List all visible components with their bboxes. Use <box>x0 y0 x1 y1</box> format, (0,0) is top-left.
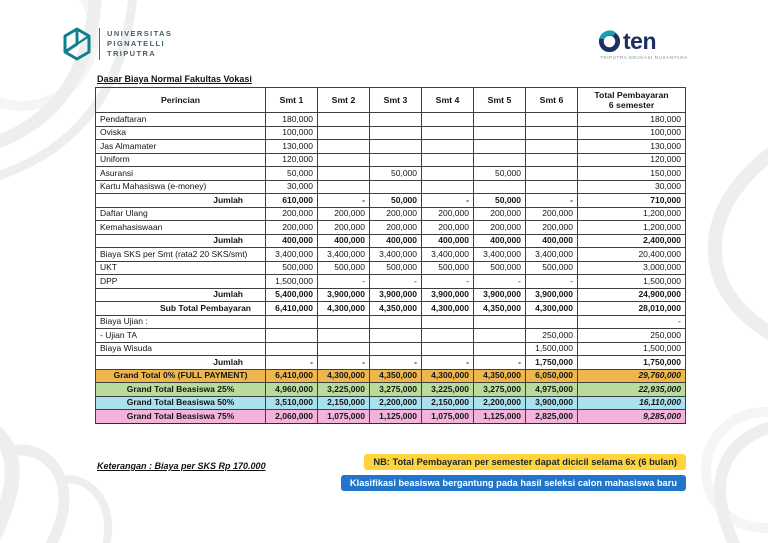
cell-smt6: 250,000 <box>526 329 578 343</box>
table-row <box>96 153 686 167</box>
cell-smt6: 400,000 <box>526 234 578 248</box>
cell-smt1: 500,000 <box>266 261 318 275</box>
row-label: Grand Total Beasiswa 25% <box>96 383 266 397</box>
cell-smt3: 200,000 <box>370 221 422 235</box>
table-row <box>96 207 686 221</box>
university-name-line2: PIGNATELLI <box>107 38 166 48</box>
row-label: Pendaftaran <box>96 113 266 127</box>
cell-smt2: 3,400,000 <box>318 248 370 262</box>
table-row <box>96 396 686 410</box>
cell-smt6 <box>526 315 578 329</box>
cell-total: 1,200,000 <box>578 221 686 235</box>
cell-smt3: 200,000 <box>370 207 422 221</box>
cell-smt3: 4,350,000 <box>370 369 422 383</box>
cell-smt5 <box>474 180 526 194</box>
cell-smt6: 500,000 <box>526 261 578 275</box>
row-label: Grand Total Beasiswa 50% <box>96 396 266 410</box>
university-logo <box>62 27 172 61</box>
cell-smt3: 50,000 <box>370 167 422 181</box>
cell-smt1: 200,000 <box>266 221 318 235</box>
row-label: Oviska <box>96 126 266 140</box>
cell-smt2: - <box>318 194 370 208</box>
cell-smt6: 3,400,000 <box>526 248 578 262</box>
cell-smt2: 200,000 <box>318 207 370 221</box>
table-row <box>96 113 686 127</box>
cell-total: 28,010,000 <box>578 302 686 316</box>
cell-smt6: 4,300,000 <box>526 302 578 316</box>
table-row <box>96 410 686 424</box>
row-label: Jas Almamater <box>96 140 266 154</box>
ten-subtext: TRIPUTRA EDUKASI NUSANTARA <box>600 55 688 60</box>
cell-smt4: 2,150,000 <box>422 396 474 410</box>
cell-total: 29,760,000 <box>578 369 686 383</box>
table-row <box>96 315 686 329</box>
cell-smt4: 400,000 <box>422 234 474 248</box>
table-row <box>96 275 686 289</box>
cell-smt6 <box>526 126 578 140</box>
cell-smt6: 6,050,000 <box>526 369 578 383</box>
cell-smt2: 3,225,000 <box>318 383 370 397</box>
cell-smt1: 610,000 <box>266 194 318 208</box>
cell-smt5: 3,400,000 <box>474 248 526 262</box>
cell-smt1: 1,500,000 <box>266 275 318 289</box>
cell-total: 2,400,000 <box>578 234 686 248</box>
cell-smt2: - <box>318 275 370 289</box>
table-row <box>96 234 686 248</box>
cell-smt4 <box>422 140 474 154</box>
cell-smt4: 200,000 <box>422 207 474 221</box>
cell-smt2: 4,300,000 <box>318 369 370 383</box>
table-row <box>96 329 686 343</box>
table-row <box>96 167 686 181</box>
cell-total: 710,000 <box>578 194 686 208</box>
col-header-total: Total Pembayaran 6 semester <box>578 88 686 113</box>
row-label: Jumlah <box>96 234 266 248</box>
cell-smt3: 400,000 <box>370 234 422 248</box>
cell-smt1: 3,400,000 <box>266 248 318 262</box>
row-label: Grand Total Beasiswa 75% <box>96 410 266 424</box>
cell-smt3: - <box>370 356 422 370</box>
scholarship-note: Klasifikasi beasiswa bergantung pada hasil seleksi calon mahasiswa baru <box>341 475 686 491</box>
cell-smt5: 500,000 <box>474 261 526 275</box>
row-label: Jumlah <box>96 356 266 370</box>
col-header-smt1: Smt 1 <box>266 88 318 113</box>
fee-table-wrap <box>95 87 686 424</box>
col-header-smt2: Smt 2 <box>318 88 370 113</box>
cell-smt3: 1,125,000 <box>370 410 422 424</box>
cell-smt4 <box>422 315 474 329</box>
table-row <box>96 261 686 275</box>
cell-smt3 <box>370 342 422 356</box>
row-label: Biaya Ujian : <box>96 315 266 329</box>
col-header-smt6: Smt 6 <box>526 88 578 113</box>
cell-total: 3,000,000 <box>578 261 686 275</box>
nb-note: NB: Total Pembayaran per semester dapat dicicil selama 6x (6 bulan) <box>364 454 686 470</box>
cell-smt1: 4,960,000 <box>266 383 318 397</box>
cell-smt5: 3,275,000 <box>474 383 526 397</box>
table-row <box>96 194 686 208</box>
cell-smt4: - <box>422 356 474 370</box>
cell-smt5 <box>474 153 526 167</box>
row-label: Biaya Wisuda <box>96 342 266 356</box>
col-header-smt5: Smt 5 <box>474 88 526 113</box>
fee-table-header <box>96 88 686 113</box>
cell-smt1: 50,000 <box>266 167 318 181</box>
university-mark-icon <box>62 27 92 61</box>
row-label: Grand Total 0% (FULL PAYMENT) <box>96 369 266 383</box>
cell-total: 9,285,000 <box>578 410 686 424</box>
cell-smt3: 3,400,000 <box>370 248 422 262</box>
table-row <box>96 369 686 383</box>
cell-smt5: 3,900,000 <box>474 288 526 302</box>
cell-smt5: 1,125,000 <box>474 410 526 424</box>
cell-smt6: 4,975,000 <box>526 383 578 397</box>
cell-smt1 <box>266 329 318 343</box>
cell-total: 30,000 <box>578 180 686 194</box>
cell-smt4 <box>422 342 474 356</box>
cell-smt6: 200,000 <box>526 207 578 221</box>
cell-smt5: 4,350,000 <box>474 302 526 316</box>
cell-smt5: - <box>474 275 526 289</box>
cell-smt1: 120,000 <box>266 153 318 167</box>
cell-smt2 <box>318 329 370 343</box>
cell-smt1 <box>266 315 318 329</box>
cell-smt5: 4,350,000 <box>474 369 526 383</box>
row-label: Jumlah <box>96 194 266 208</box>
cell-smt5: 200,000 <box>474 221 526 235</box>
row-label: Asuransi <box>96 167 266 181</box>
cell-smt5 <box>474 342 526 356</box>
cell-total: 100,000 <box>578 126 686 140</box>
cell-total: 24,900,000 <box>578 288 686 302</box>
col-header-smt4: Smt 4 <box>422 88 474 113</box>
cell-smt4 <box>422 180 474 194</box>
cell-total: 1,750,000 <box>578 356 686 370</box>
cell-smt1: 100,000 <box>266 126 318 140</box>
cell-smt4 <box>422 153 474 167</box>
fee-table <box>95 87 686 424</box>
cell-smt5: 2,200,000 <box>474 396 526 410</box>
cell-smt5 <box>474 113 526 127</box>
cell-smt5: - <box>474 356 526 370</box>
cell-smt2: - <box>318 356 370 370</box>
cell-smt4: - <box>422 194 474 208</box>
cell-smt5 <box>474 315 526 329</box>
cell-smt3 <box>370 180 422 194</box>
cell-smt3: 500,000 <box>370 261 422 275</box>
cell-smt2 <box>318 140 370 154</box>
cell-smt2: 3,900,000 <box>318 288 370 302</box>
table-header-row <box>96 88 686 113</box>
row-label: Sub Total Pembayaran <box>96 302 266 316</box>
cell-smt3 <box>370 329 422 343</box>
cell-smt5 <box>474 329 526 343</box>
table-row <box>96 356 686 370</box>
cell-smt6: - <box>526 275 578 289</box>
cell-smt4: 1,075,000 <box>422 410 474 424</box>
cell-smt3 <box>370 153 422 167</box>
cell-smt4 <box>422 329 474 343</box>
cell-smt6: 2,825,000 <box>526 410 578 424</box>
cell-smt2 <box>318 113 370 127</box>
cell-smt3: 2,200,000 <box>370 396 422 410</box>
cell-smt4: 4,300,000 <box>422 302 474 316</box>
ten-logo <box>598 30 708 60</box>
row-label: UKT <box>96 261 266 275</box>
cell-smt5 <box>474 126 526 140</box>
cell-smt2 <box>318 167 370 181</box>
cell-total: 1,500,000 <box>578 342 686 356</box>
cell-smt6: 1,750,000 <box>526 356 578 370</box>
cell-smt6: 200,000 <box>526 221 578 235</box>
university-name-line3: TRIPUTRA <box>107 49 157 59</box>
row-label: Daftar Ulang <box>96 207 266 221</box>
ten-ring-icon <box>598 30 621 53</box>
cell-smt5: 200,000 <box>474 207 526 221</box>
table-row <box>96 288 686 302</box>
cell-smt2: 2,150,000 <box>318 396 370 410</box>
table-row <box>96 140 686 154</box>
cell-total: 16,110,000 <box>578 396 686 410</box>
logo-divider <box>99 28 100 60</box>
cell-smt3: 50,000 <box>370 194 422 208</box>
table-row <box>96 180 686 194</box>
cell-smt5: 50,000 <box>474 167 526 181</box>
ten-wordmark: ten <box>623 28 656 54</box>
cell-smt6 <box>526 140 578 154</box>
table-row <box>96 126 686 140</box>
cell-smt3 <box>370 113 422 127</box>
cell-smt2: 200,000 <box>318 221 370 235</box>
cell-smt2 <box>318 153 370 167</box>
university-name-line1: UNIVERSITAS <box>107 28 173 38</box>
cell-smt1: 180,000 <box>266 113 318 127</box>
cell-total: 1,200,000 <box>578 207 686 221</box>
cell-smt6: 3,900,000 <box>526 288 578 302</box>
cell-smt4: 4,300,000 <box>422 369 474 383</box>
cell-total: 250,000 <box>578 329 686 343</box>
cell-smt6: 1,500,000 <box>526 342 578 356</box>
cell-smt2: 4,300,000 <box>318 302 370 316</box>
row-label: Biaya SKS per Smt (rata2 20 SKS/smt) <box>96 248 266 262</box>
cell-smt2 <box>318 126 370 140</box>
cell-smt3 <box>370 126 422 140</box>
col-header-smt3: Smt 3 <box>370 88 422 113</box>
row-label: Uniform <box>96 153 266 167</box>
cell-total: - <box>578 315 686 329</box>
cell-smt6 <box>526 167 578 181</box>
cell-smt1: - <box>266 356 318 370</box>
cell-total: 1,500,000 <box>578 275 686 289</box>
cell-total: 20,400,000 <box>578 248 686 262</box>
cell-smt1: 400,000 <box>266 234 318 248</box>
cell-smt3 <box>370 140 422 154</box>
cell-smt1: 6,410,000 <box>266 369 318 383</box>
cell-smt4: 3,400,000 <box>422 248 474 262</box>
cell-smt4: - <box>422 275 474 289</box>
cell-smt5 <box>474 140 526 154</box>
cell-smt4 <box>422 113 474 127</box>
row-label: - Ujian TA <box>96 329 266 343</box>
cell-smt6 <box>526 153 578 167</box>
cell-smt6: 3,900,000 <box>526 396 578 410</box>
col-header-perincian: Perincian <box>96 88 266 113</box>
cell-smt6 <box>526 180 578 194</box>
cell-total: 180,000 <box>578 113 686 127</box>
cell-smt6 <box>526 113 578 127</box>
cell-smt4: 200,000 <box>422 221 474 235</box>
cell-smt1: 6,410,000 <box>266 302 318 316</box>
cell-smt1: 130,000 <box>266 140 318 154</box>
cell-total: 120,000 <box>578 153 686 167</box>
cell-smt4: 3,900,000 <box>422 288 474 302</box>
cell-smt4 <box>422 167 474 181</box>
cell-smt1 <box>266 342 318 356</box>
table-title: Dasar Biaya Normal Fakultas Vokasi <box>97 74 252 84</box>
cell-total: 22,935,000 <box>578 383 686 397</box>
cell-smt2: 1,075,000 <box>318 410 370 424</box>
cell-smt1: 2,060,000 <box>266 410 318 424</box>
cell-smt3: - <box>370 275 422 289</box>
cell-smt3: 4,350,000 <box>370 302 422 316</box>
fee-table-body <box>96 113 686 424</box>
row-label: DPP <box>96 275 266 289</box>
cell-smt1: 5,400,000 <box>266 288 318 302</box>
cell-smt4: 500,000 <box>422 261 474 275</box>
table-row <box>96 248 686 262</box>
keterangan-note: Keterangan : Biaya per SKS Rp 170.000 <box>97 461 266 471</box>
cell-smt2 <box>318 315 370 329</box>
cell-smt4 <box>422 126 474 140</box>
cell-total: 150,000 <box>578 167 686 181</box>
row-label: Jumlah <box>96 288 266 302</box>
university-name <box>107 29 172 59</box>
row-label: Kemahasiswaan <box>96 221 266 235</box>
cell-smt4: 3,225,000 <box>422 383 474 397</box>
cell-smt5: 50,000 <box>474 194 526 208</box>
cell-smt1: 3,510,000 <box>266 396 318 410</box>
cell-smt1: 200,000 <box>266 207 318 221</box>
table-row <box>96 342 686 356</box>
table-row <box>96 221 686 235</box>
cell-smt2: 500,000 <box>318 261 370 275</box>
cell-smt3: 3,275,000 <box>370 383 422 397</box>
cell-smt1: 30,000 <box>266 180 318 194</box>
cell-total: 130,000 <box>578 140 686 154</box>
table-row <box>96 383 686 397</box>
table-row <box>96 302 686 316</box>
cell-smt5: 400,000 <box>474 234 526 248</box>
cell-smt3 <box>370 315 422 329</box>
cell-smt2 <box>318 342 370 356</box>
cell-smt2: 400,000 <box>318 234 370 248</box>
cell-smt2 <box>318 180 370 194</box>
cell-smt3: 3,900,000 <box>370 288 422 302</box>
cell-smt6: - <box>526 194 578 208</box>
row-label: Kartu Mahasiswa (e-money) <box>96 180 266 194</box>
